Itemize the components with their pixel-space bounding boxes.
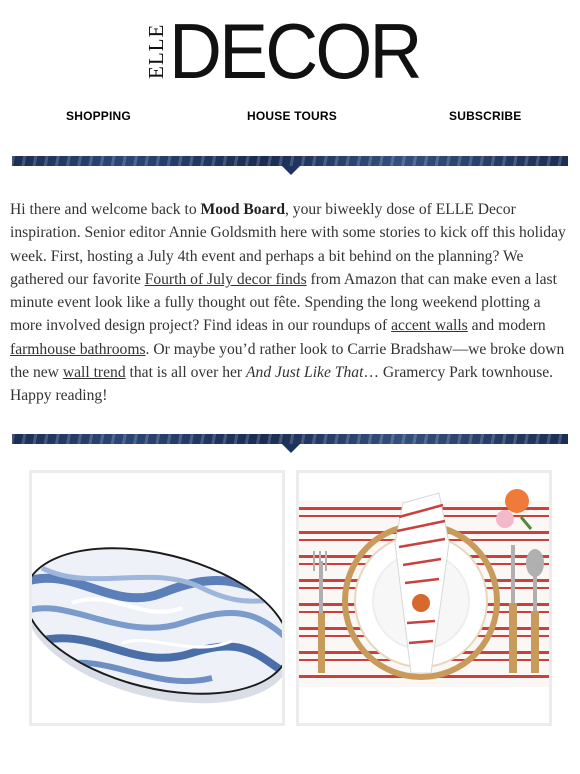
- intro-text: Hi there and welcome back to: [10, 201, 201, 218]
- intro-text: … Gramercy Park townhouse. Happy reading!: [10, 364, 554, 405]
- show-title: And Just Like That: [246, 364, 364, 382]
- nav-subscribe-link[interactable]: SUBSCRIBE: [449, 109, 522, 123]
- mood-board-title: Mood Board: [200, 201, 285, 218]
- product-card-platter[interactable]: [29, 470, 285, 726]
- intro-text: that is all over her: [125, 364, 247, 382]
- logo-decor-text: DECOR: [169, 7, 420, 95]
- divider-bar: [12, 156, 568, 166]
- wall-trend-link[interactable]: wall trend: [62, 364, 126, 382]
- fourth-of-july-link[interactable]: Fourth of July decor finds: [144, 270, 307, 288]
- email-header: [0, 0, 580, 95]
- intro-text: and modern: [467, 317, 546, 335]
- product-card-table-setting[interactable]: [296, 470, 552, 726]
- logo-elle-text: ELLE: [144, 23, 168, 79]
- intro-paragraph: [0, 198, 580, 408]
- divider-arrow-icon: [282, 166, 300, 175]
- section-divider: [12, 156, 568, 182]
- intro-text: from Amazon that can make even a last minute event look like a fully thought out fête. Spending the long weekend plotting a more involved design project? Find ideas in our roundups of: [10, 270, 557, 335]
- intro-text: , your biweekly dose of ELLE Decor inspiration. Senior editor Annie Goldsmith here with some stories to kick off this holiday week. First, hosting a July 4th event and perhaps a bit behind on the planning? We gathered our favorite: [10, 201, 566, 288]
- product-grid: [0, 434, 580, 734]
- striped-placemat-table-setting-image: [299, 473, 549, 723]
- intro-text: . Or maybe you’d rather look to Carrie Bradshaw—we broke down the new: [10, 340, 565, 382]
- top-nav: [0, 92, 580, 140]
- nav-shopping-link[interactable]: SHOPPING: [66, 109, 131, 123]
- elle-decor-logo[interactable]: [144, 7, 436, 95]
- nav-house-tours-link[interactable]: HOUSE TOURS: [247, 109, 337, 123]
- farmhouse-bathrooms-link[interactable]: farmhouse bathrooms: [10, 340, 146, 358]
- marbled-enamel-platter-image: [32, 473, 282, 723]
- accent-walls-link[interactable]: accent walls: [391, 317, 468, 335]
